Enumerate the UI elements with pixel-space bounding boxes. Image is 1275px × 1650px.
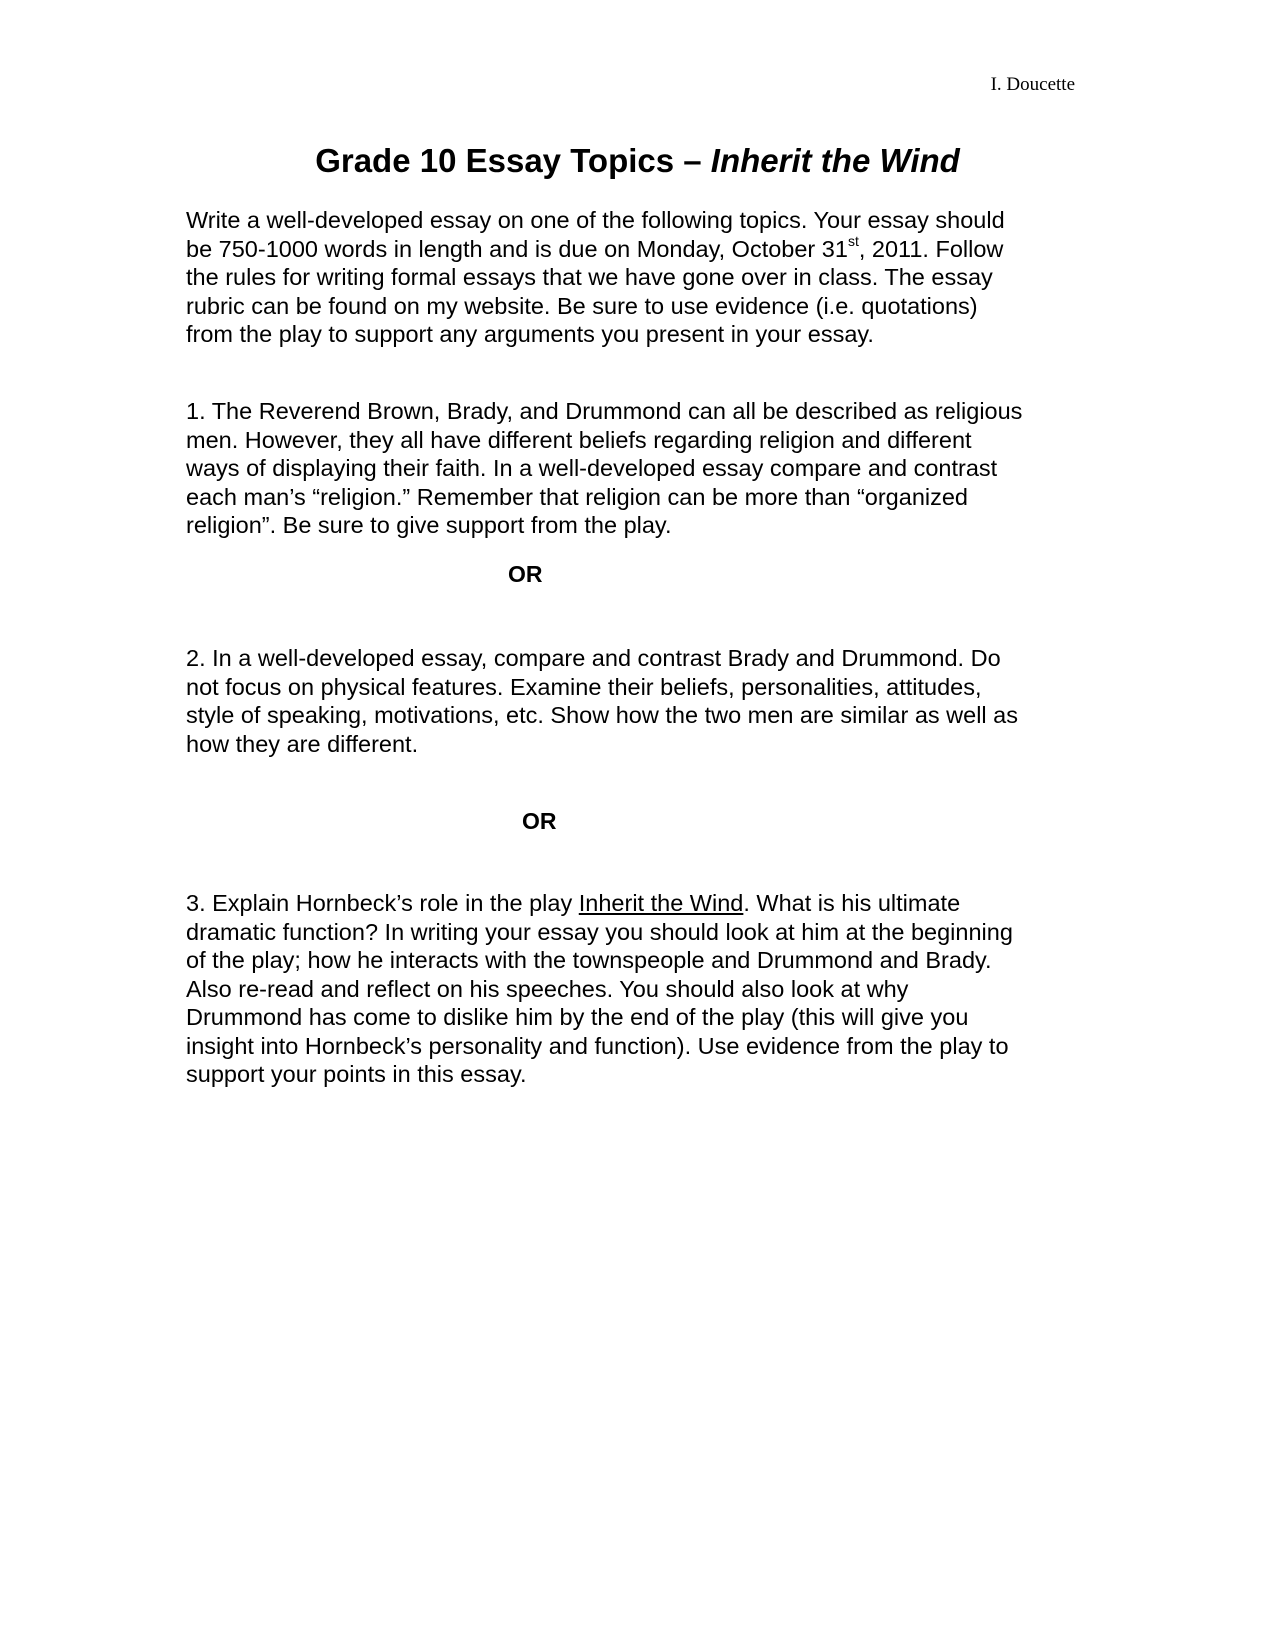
topic-1-line: each man’s “religion.” Remember that religion can be more than “organized xyxy=(186,483,968,510)
topic-2-line: not focus on physical features. Examine their beliefs, personalities, attitudes, xyxy=(186,673,982,700)
or-separator-2: OR xyxy=(522,808,557,834)
intro-line: from the play to support any arguments you present in your essay. xyxy=(186,321,874,347)
or-separator-1: OR xyxy=(508,561,543,587)
title-main: Grade 10 Essay Topics – xyxy=(315,142,711,179)
topic-3-line: dramatic function? In writing your essay you should look at him at the beginning xyxy=(186,918,1013,945)
topic-1-line: ways of displaying their faith. In a well-developed essay compare and contrast xyxy=(186,455,998,481)
intro-line: the rules for writing formal essays that we have gone over in class. The essay xyxy=(186,264,993,290)
intro-line: Write a well-developed essay on one of the following topics. Your essay should xyxy=(186,207,1005,233)
topic-2-line: style of speaking, motivations, etc. Show how the two men are similar as well as xyxy=(186,702,1019,728)
topic-3-text: 3. Explain Hornbeck’s role in the play xyxy=(186,890,579,916)
topic-1-line: men. However, they all have different beliefs regarding religion and different xyxy=(186,426,972,453)
page-title xyxy=(0,142,1275,180)
topic-3-text: . What is his ultimate xyxy=(743,890,961,916)
topic-3-line: support your points in this essay. xyxy=(186,1061,527,1087)
author-name: I. Doucette xyxy=(990,74,1075,95)
topic-3-line xyxy=(186,889,1086,918)
topic-2-paragraph xyxy=(186,644,1086,758)
intro-line xyxy=(186,232,1086,264)
topic-2-line: how they are different. xyxy=(186,730,419,757)
intro-text: be 750-1000 words in length and is due on Monday, October 31 xyxy=(186,235,848,262)
title-play-name: Inherit the Wind xyxy=(710,142,960,179)
topic-3-line: of the play; how he interacts with the townspeople and Drummond and Brady. xyxy=(186,947,992,973)
topic-3-line: Drummond has come to dislike him by the end of the play (this will give you xyxy=(186,1004,969,1030)
intro-line: rubric can be found on my website. Be sure to use evidence (i.e. quotations) xyxy=(186,292,978,319)
intro-paragraph xyxy=(186,206,1086,349)
ordinal-suffix: st xyxy=(847,232,859,249)
topic-1-line: religion”. Be sure to give support from the play. xyxy=(186,512,672,538)
topic-1-line: 1. The Reverend Brown, Brady, and Drummond can all be described as religious xyxy=(186,398,1023,424)
topic-3-paragraph xyxy=(186,889,1086,1089)
topic-1-paragraph xyxy=(186,397,1086,540)
intro-text: , 2011. Follow xyxy=(858,235,1004,262)
topic-3-line: Also re-read and reflect on his speeches. You should also look at why xyxy=(186,975,909,1002)
topic-2-line: 2. In a well-developed essay, compare and contrast Brady and Drummond. Do xyxy=(186,645,1001,671)
play-title-underlined: Inherit the Wind xyxy=(578,890,744,916)
topic-3-line: insight into Hornbeck’s personality and function). Use evidence from the play to xyxy=(186,1032,1009,1059)
